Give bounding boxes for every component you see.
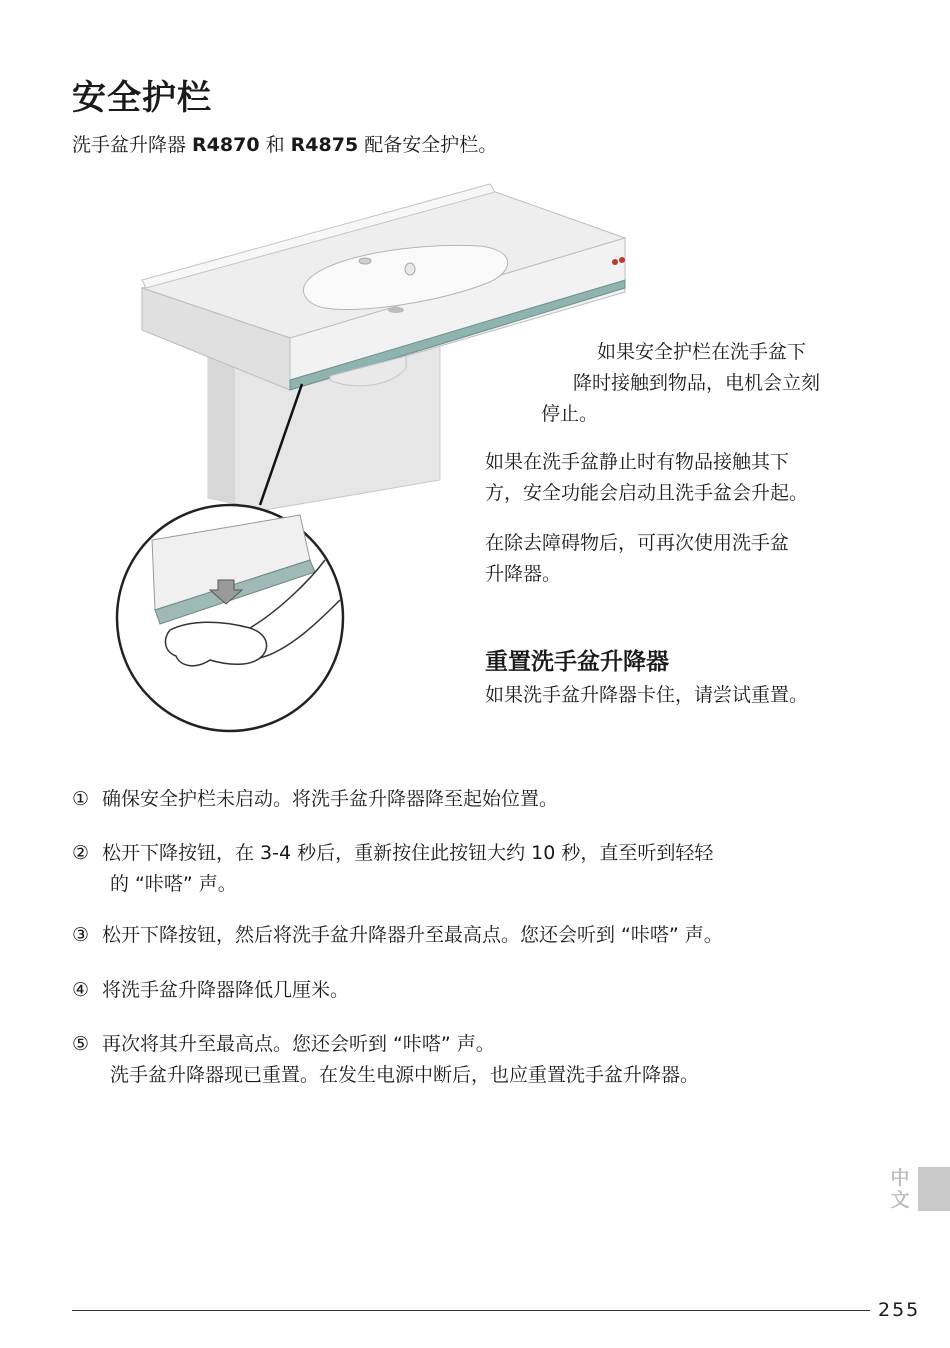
note-rise (485, 447, 808, 509)
model-r4875: R4875 (290, 134, 359, 156)
step-5-line-2: 洗手盆升降器现已重置。在发生电源中断后，也应重置洗手盆升降器。 (110, 1064, 700, 1086)
intro-prefix: 洗手盆升降器 (72, 134, 193, 156)
note-rise-line-2: 方，安全功能会启动且洗手盆会升起。 (485, 482, 809, 504)
step-2 (72, 838, 713, 900)
intro-suffix: 配备安全护栏。 (358, 134, 498, 156)
intro-mid: 和 (259, 134, 291, 156)
step-1-line-1: 确保安全护栏未启动。将洗手盆升降器降至起始位置。 (102, 788, 559, 810)
reset-intro: 如果洗手盆升降器卡住，请尝试重置。 (485, 684, 809, 706)
language-tab-marker (918, 1167, 950, 1211)
note-reuse-line-1: 在除去障碍物后，可再次使用洗手盆 (485, 532, 790, 554)
note-stop-line-1: 如果安全护栏在洗手盆下 (597, 341, 807, 363)
step-4-number: ④ (72, 979, 90, 1001)
model-r4870: R4870 (192, 134, 260, 156)
note-reuse-line-2: 升降器。 (485, 563, 562, 585)
step-2-number: ② (72, 842, 90, 864)
step-1-number: ① (72, 788, 90, 810)
step-3-number: ③ (72, 924, 90, 946)
step-1 (72, 784, 558, 815)
language-tab-char-2: 文 (890, 1189, 910, 1211)
note-stop (485, 337, 820, 430)
language-tab-label (886, 1167, 914, 1211)
page-title: 安全护栏 (72, 78, 212, 118)
step-2-line-1: 松开下降按钮，在 3-4 秒后，重新按住此按钮大约 10 秒，直至听到轻轻 (102, 842, 714, 864)
step-4 (72, 975, 349, 1006)
note-stop-line-2: 降时接触到物品，电机会立刻 (573, 372, 821, 394)
step-2-line-2: 的 “咔嗒” 声。 (110, 873, 237, 895)
intro-text (72, 130, 497, 157)
page-number: 255 (878, 1299, 921, 1321)
step-3-line-1: 松开下降按钮，然后将洗手盆升降器升至最高点。您还会听到 “咔嗒” 声。 (102, 924, 723, 946)
footer-rule (72, 1310, 870, 1311)
note-rise-line-1: 如果在洗手盆静止时有物品接触其下 (485, 451, 790, 473)
step-5-number: ⑤ (72, 1033, 90, 1055)
step-5 (72, 1029, 699, 1091)
step-5-line-1: 再次将其升至最高点。您还会听到 “咔嗒” 声。 (102, 1033, 495, 1055)
reset-heading: 重置洗手盆升降器 (485, 649, 669, 675)
step-4-line-1: 将洗手盆升降器降低几厘米。 (102, 979, 350, 1001)
step-3 (72, 920, 723, 951)
language-tab-char-1: 中 (890, 1167, 910, 1189)
note-reuse (485, 528, 789, 590)
note-stop-line-3: 停止。 (541, 403, 599, 425)
